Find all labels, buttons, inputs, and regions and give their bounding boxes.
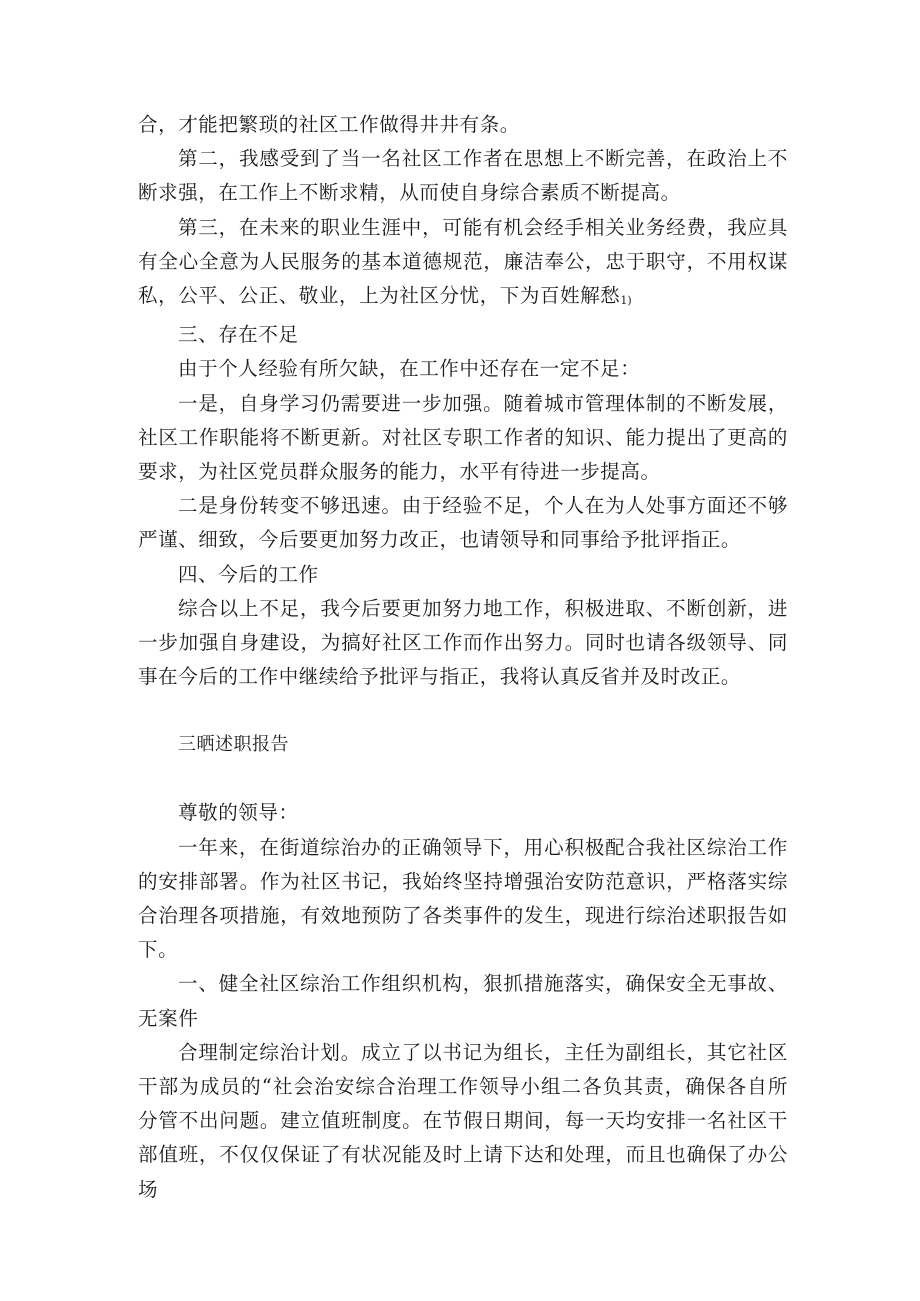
- paragraph-text: 二是身份转变不够迅速。由于经验不足，个人在为人处事方面还不够严谨、细致，今后要更加努力改正，也请领导和同事给予批评指正。: [138, 494, 788, 552]
- spacer: [138, 694, 788, 728]
- paragraph-text: 一、健全社区综治工作组织机构，狠抓措施落实，确保安全无事故、无案件: [138, 972, 788, 1030]
- footnote-marker: 1): [620, 294, 632, 308]
- paragraph-text: 四、今后的工作: [178, 562, 319, 586]
- salutation: [138, 796, 788, 830]
- paragraph-text: 一年来，在街道综治办的正确领导下，用心积极配合我社区综治工作的安排部署。作为社区书记，我始终坚持增强治安防范意识，严格落实综合治理各项措施，有效地预防了各类事件的发生，现进行综治述职报告如下。: [138, 835, 788, 962]
- section-heading: [138, 318, 788, 352]
- section-heading: [138, 558, 788, 592]
- paragraph-text: 尊敬的领导：: [178, 801, 299, 825]
- paragraph-text: 三、存在不足: [178, 323, 299, 347]
- paragraph-text: 第二，我感受到了当一名社区工作者在思想上不断完善，在政治上不断求强，在工作上不断求精，从而使自身综合素质不断提高。: [138, 147, 788, 205]
- paragraph: [138, 142, 788, 210]
- paragraph-text: 合理制定综治计划。成立了以书记为组长，主任为副组长，其它社区干部为成员的“社会治安综合治理工作领导小组二各负其责，确保各自所分管不出问题。建立值班制度。在节假日期间，每一天均安排一名社区干部值班，不仅仅保证了有状况能及时上请下达和处理，而且也确保了办公场: [138, 1040, 788, 1201]
- paragraph-text: 一是，自身学习仍需要进一步加强。随着城市管理体制的不断发展，社区工作职能将不断更新。对社区专职工作者的知识、能力提出了更高的要求，为社区党员群众服务的能力，水平有待进一步提高。: [138, 391, 788, 484]
- spacer: [138, 762, 788, 796]
- document-body-top: [138, 108, 788, 694]
- section-heading: [138, 967, 788, 1035]
- document-page: [138, 108, 788, 1207]
- paragraph: [138, 1036, 788, 1207]
- paragraph-text: 合，才能把繁琐的社区工作做得井井有条。: [138, 113, 520, 136]
- paragraph: [138, 211, 788, 319]
- paragraph: [138, 592, 788, 695]
- paragraph: [138, 489, 788, 557]
- document-title: 三晒述职报告: [178, 734, 289, 756]
- document-body-bottom: [138, 796, 788, 1206]
- paragraph-text: 由于个人经验有所欠缺，在工作中还存在一定不足：: [178, 357, 641, 381]
- paragraph: [138, 387, 788, 490]
- paragraph-text: 综合以上不足，我今后要更加努力地工作，积极进取、不断创新，进一步加强自身建设，为搞好社区工作而作出努力。同时也请各级领导、同事在今后的工作中继续给予批评与指正，我将认真反省并及时改正。: [138, 596, 788, 689]
- paragraph-text: 第三，在未来的职业生涯中，可能有机会经手相关业务经费，我应具有全心全意为人民服务的基本道德规范，廉洁奉公，忠于职守，不用权谋私，公平、公正、敬业，上为社区分忧，下为百姓解愁: [138, 215, 788, 308]
- paragraph: [138, 352, 788, 386]
- paragraph: [138, 108, 788, 142]
- paragraph: [138, 831, 788, 968]
